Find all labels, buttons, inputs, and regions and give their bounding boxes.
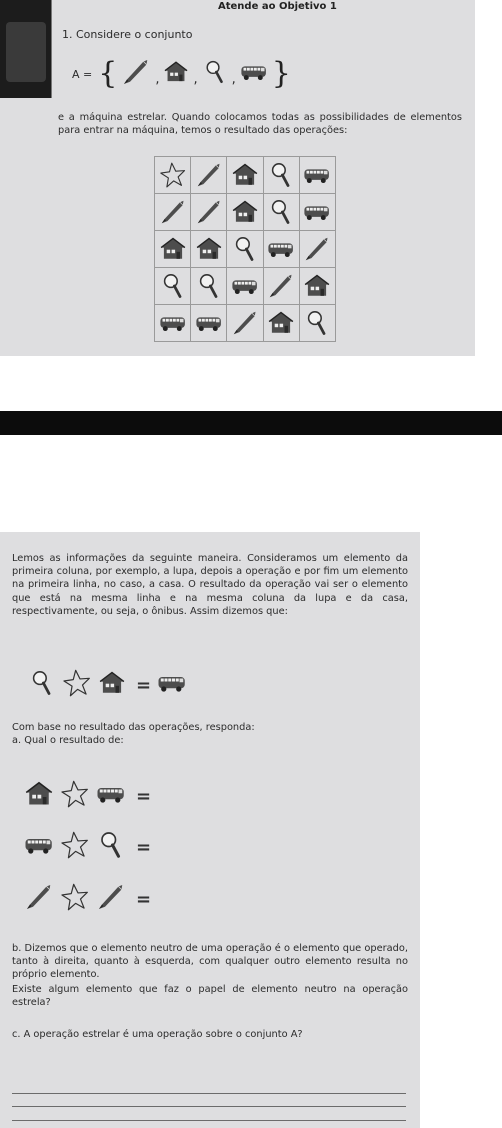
set-definition: A = { , , , } bbox=[72, 56, 291, 91]
pencil-icon bbox=[227, 305, 263, 342]
exercise-equation-1 bbox=[24, 779, 151, 813]
worksheet-page-bottom bbox=[0, 532, 420, 1128]
star-icon bbox=[155, 157, 191, 194]
table-row bbox=[155, 194, 336, 231]
star-icon bbox=[60, 830, 90, 864]
equation-right-icon bbox=[98, 669, 126, 701]
answer-line[interactable] bbox=[12, 1106, 406, 1107]
equals-sign: = bbox=[136, 888, 152, 910]
worksheet-page-top bbox=[0, 0, 475, 356]
pencil-icon bbox=[191, 157, 227, 194]
exercise-left-icon bbox=[24, 830, 54, 864]
question-1-prompt: 1. Considere o conjunto bbox=[62, 28, 193, 41]
item-b-definition: b. Dizemos que o elemento neutro de uma operação é o elemento que operado, tanto à direita, quanto à esquerda, com qualquer outro elemento resulta no próprio elemento. bbox=[12, 943, 408, 981]
house-icon bbox=[227, 157, 263, 194]
bus-icon bbox=[240, 58, 268, 90]
magnifier-icon bbox=[299, 305, 335, 342]
pencil-icon bbox=[155, 194, 191, 231]
magnifier-icon bbox=[227, 231, 263, 268]
item-b-question: Existe algum elemento que faz o papel de elemento neutro na operação estrela? bbox=[12, 984, 408, 1009]
table-row bbox=[155, 231, 336, 268]
magnifier-icon bbox=[191, 268, 227, 305]
house-icon bbox=[299, 268, 335, 305]
equals-sign: = bbox=[136, 836, 152, 858]
star-icon bbox=[62, 668, 92, 702]
page-separator bbox=[0, 411, 502, 435]
bus-icon bbox=[191, 305, 227, 342]
bus-icon bbox=[155, 305, 191, 342]
answer-line[interactable] bbox=[12, 1093, 406, 1094]
bus-icon bbox=[263, 231, 299, 268]
magnifier-icon bbox=[263, 194, 299, 231]
pencil-icon bbox=[299, 231, 335, 268]
base-text: Com base no resultado das operações, responda: bbox=[12, 722, 255, 733]
bus-icon bbox=[299, 194, 335, 231]
intro-paragraph: e a máquina estrelar. Quando colocamos todas as possibilidades de elementos para entrar na máquina, temos o resultado das operações: bbox=[58, 112, 462, 136]
exercise-right-icon bbox=[96, 882, 126, 916]
pencil-icon bbox=[263, 268, 299, 305]
exercise-left-icon bbox=[24, 779, 54, 813]
house-icon bbox=[263, 305, 299, 342]
magnifier-icon bbox=[263, 157, 299, 194]
equals-sign: = bbox=[136, 785, 152, 807]
answer-line[interactable] bbox=[12, 1120, 406, 1121]
set-label: A = bbox=[72, 67, 93, 81]
exercise-left-icon bbox=[24, 882, 54, 916]
magnifier-icon bbox=[155, 268, 191, 305]
star-icon bbox=[60, 882, 90, 916]
open-brace: { bbox=[98, 56, 118, 91]
pencil-icon bbox=[121, 57, 151, 91]
house-icon bbox=[155, 231, 191, 268]
equals-sign: = bbox=[136, 674, 152, 696]
explanation-paragraph: Lemos as informações da seguinte maneira. Consideramos um elemento da primeira coluna, por exemplo, a lupa, depois a operação e por fim um elemento na primeira linha, no caso, a casa. O resultado da operação vai ser o elemento que está na mesma linha e na mesma coluna da lupa e da casa, respectivamente, ou seja, o ônibus. Assim dizemos que: bbox=[12, 553, 408, 617]
close-brace: } bbox=[271, 56, 291, 91]
house-icon bbox=[191, 231, 227, 268]
equation-result-icon bbox=[157, 668, 187, 702]
exercise-equation-3 bbox=[24, 882, 151, 916]
exercise-right-icon bbox=[96, 830, 126, 864]
star-icon bbox=[60, 779, 90, 813]
bus-icon bbox=[227, 268, 263, 305]
pencil-icon bbox=[191, 194, 227, 231]
equation-left-icon bbox=[28, 669, 56, 701]
objective-heading: Atende ao Objetivo 1 bbox=[218, 1, 337, 12]
corner-photo bbox=[0, 0, 52, 98]
bus-icon bbox=[299, 157, 335, 194]
operation-table bbox=[154, 156, 336, 342]
example-equation bbox=[28, 668, 187, 702]
table-row bbox=[155, 268, 336, 305]
house-icon bbox=[163, 59, 189, 89]
table-row bbox=[155, 305, 336, 342]
magnifier-icon bbox=[202, 59, 228, 89]
item-c-question: c. A operação estrelar é uma operação sobre o conjunto A? bbox=[12, 1029, 303, 1040]
item-a-label: a. Qual o resultado de: bbox=[12, 735, 124, 746]
table-row bbox=[155, 157, 336, 194]
exercise-equation-2 bbox=[24, 830, 151, 864]
exercise-right-icon bbox=[96, 779, 126, 813]
house-icon bbox=[227, 194, 263, 231]
